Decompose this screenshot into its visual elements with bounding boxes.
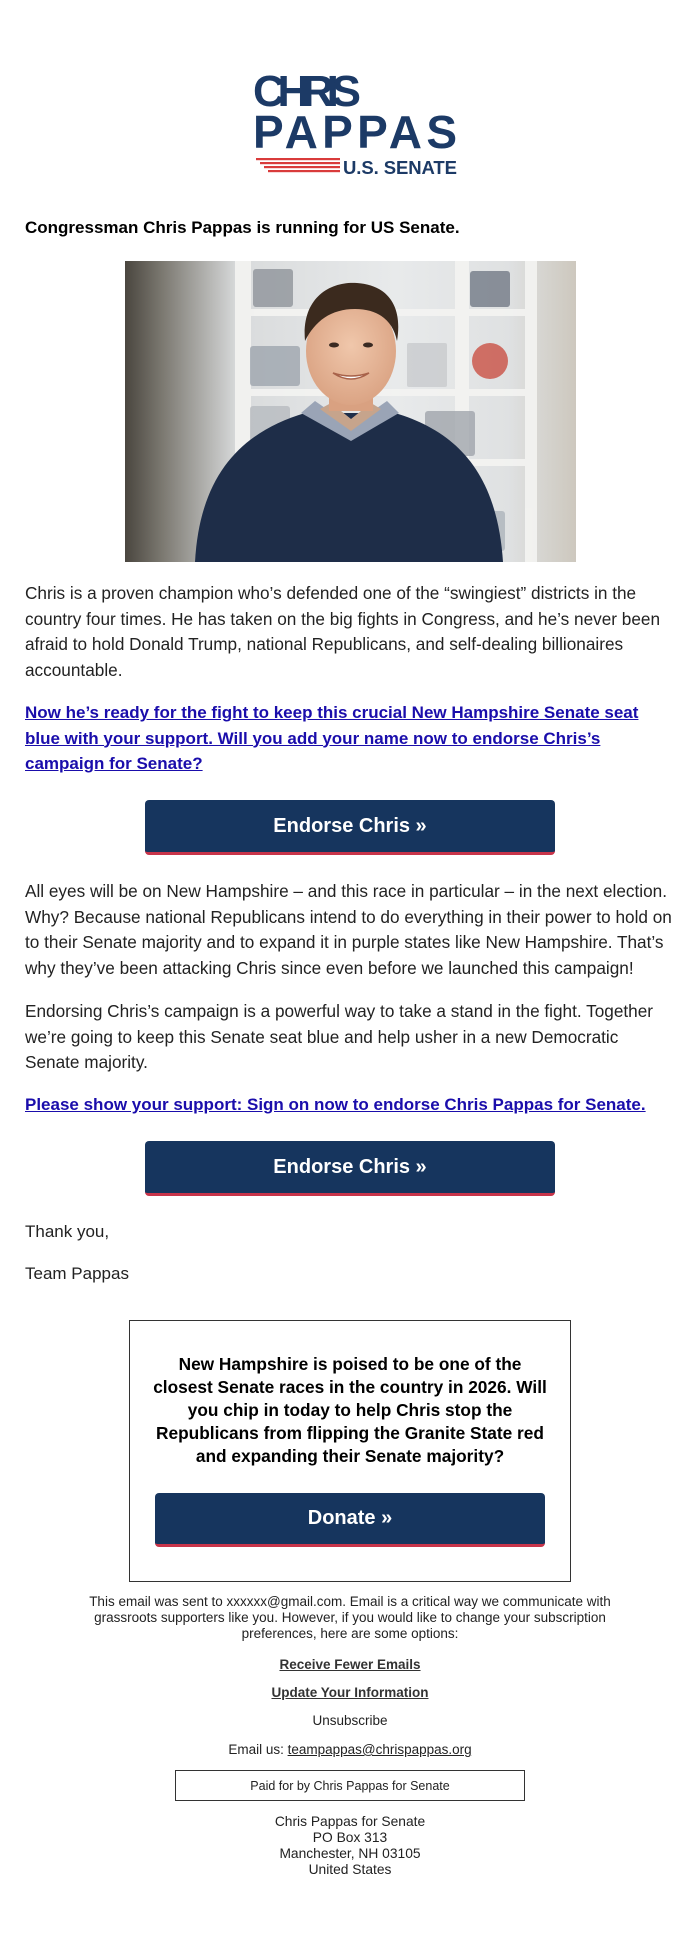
contact-email-label: Email us: [228,1742,288,1757]
address-line: PO Box 313 [312,1830,388,1845]
donate-message: New Hampshire is poised to be one of the closest Senate races in the country in 2026. Will you chip in today to help Chris stop the Republicans from flipping the Granite State red and expanding their Senate majority? [153,1354,547,1466]
body-paragraph-3: Endorsing Chris’s campaign is a powerful way to take a stand in the fight. Together we’re going to keep this Senate seat blue and help usher in a new Democratic Senate majority. [25,1001,654,1072]
body-paragraph-1: Chris is a proven champion who’s defended one of the “swingiest” districts in the country four times. He has taken on the big fights in Congress, and he’s never been afraid to hold Donald Trump, national Republicans, and self-dealing billionaires accountable. [25,583,661,680]
closing-thanks: Thank you, [25,1222,110,1241]
campaign-logo [250,68,460,178]
update-information-link[interactable]: Update Your Information [271,1685,429,1700]
intro-heading: Congressman Chris Pappas is running for US Senate. [25,218,460,237]
donate-callout [129,1320,571,1582]
endorse-button-2[interactable]: Endorse Chris » [145,1141,555,1196]
footer-note: This email was sent to xxxxxx@gmail.com. Email is a critical way we communicate with grassroots supporters like you. However, if you would like to change your subscription preferences, here are some options: [89,1594,611,1641]
receive-fewer-emails-link[interactable]: Receive Fewer Emails [279,1657,421,1672]
body-paragraph-2: All eyes will be on New Hampshire – and this race in particular – in the next election. Why? Because national Republicans intend to do everything in their power to hold on to their Senate majority and to expand it in purple states like New Hampshire. That’s why they’ve been attacking Chris since even before we launched this campaign! [25,881,672,978]
contact-email-link[interactable]: teampappas@chrispappas.org [287,1742,472,1757]
endorse-link-1[interactable]: Now he’s ready for the fight to keep this crucial New Hampshire Senate seat blue with your support. Will you add your name now to endorse Chris’s campaign for Senate? [25,703,639,773]
address-line: Chris Pappas for Senate [274,1814,426,1829]
address-line: Manchester, NH 03105 [279,1846,421,1861]
address-line: United States [308,1862,392,1877]
mailing-address [0,1814,700,1878]
donate-button[interactable]: Donate » [155,1493,545,1547]
logo-line-senate: U.S. SENATE [343,157,457,178]
logo-line-pappas: PAPPAS [253,106,457,158]
endorse-link-2[interactable]: Please show your support: Sign on now to endorse Chris Pappas for Senate. [25,1095,646,1114]
candidate-photo [125,261,576,562]
logo-line-chris: CHRIS [253,68,361,116]
logo-red-stripes [256,158,340,172]
endorse-button-1[interactable]: Endorse Chris » [145,800,555,855]
closing-signature: Team Pappas [25,1264,129,1283]
paid-for-disclaimer: Paid for by Chris Pappas for Senate [175,1770,525,1801]
unsubscribe-link[interactable]: Unsubscribe [312,1713,388,1728]
contact-email [0,1742,700,1757]
